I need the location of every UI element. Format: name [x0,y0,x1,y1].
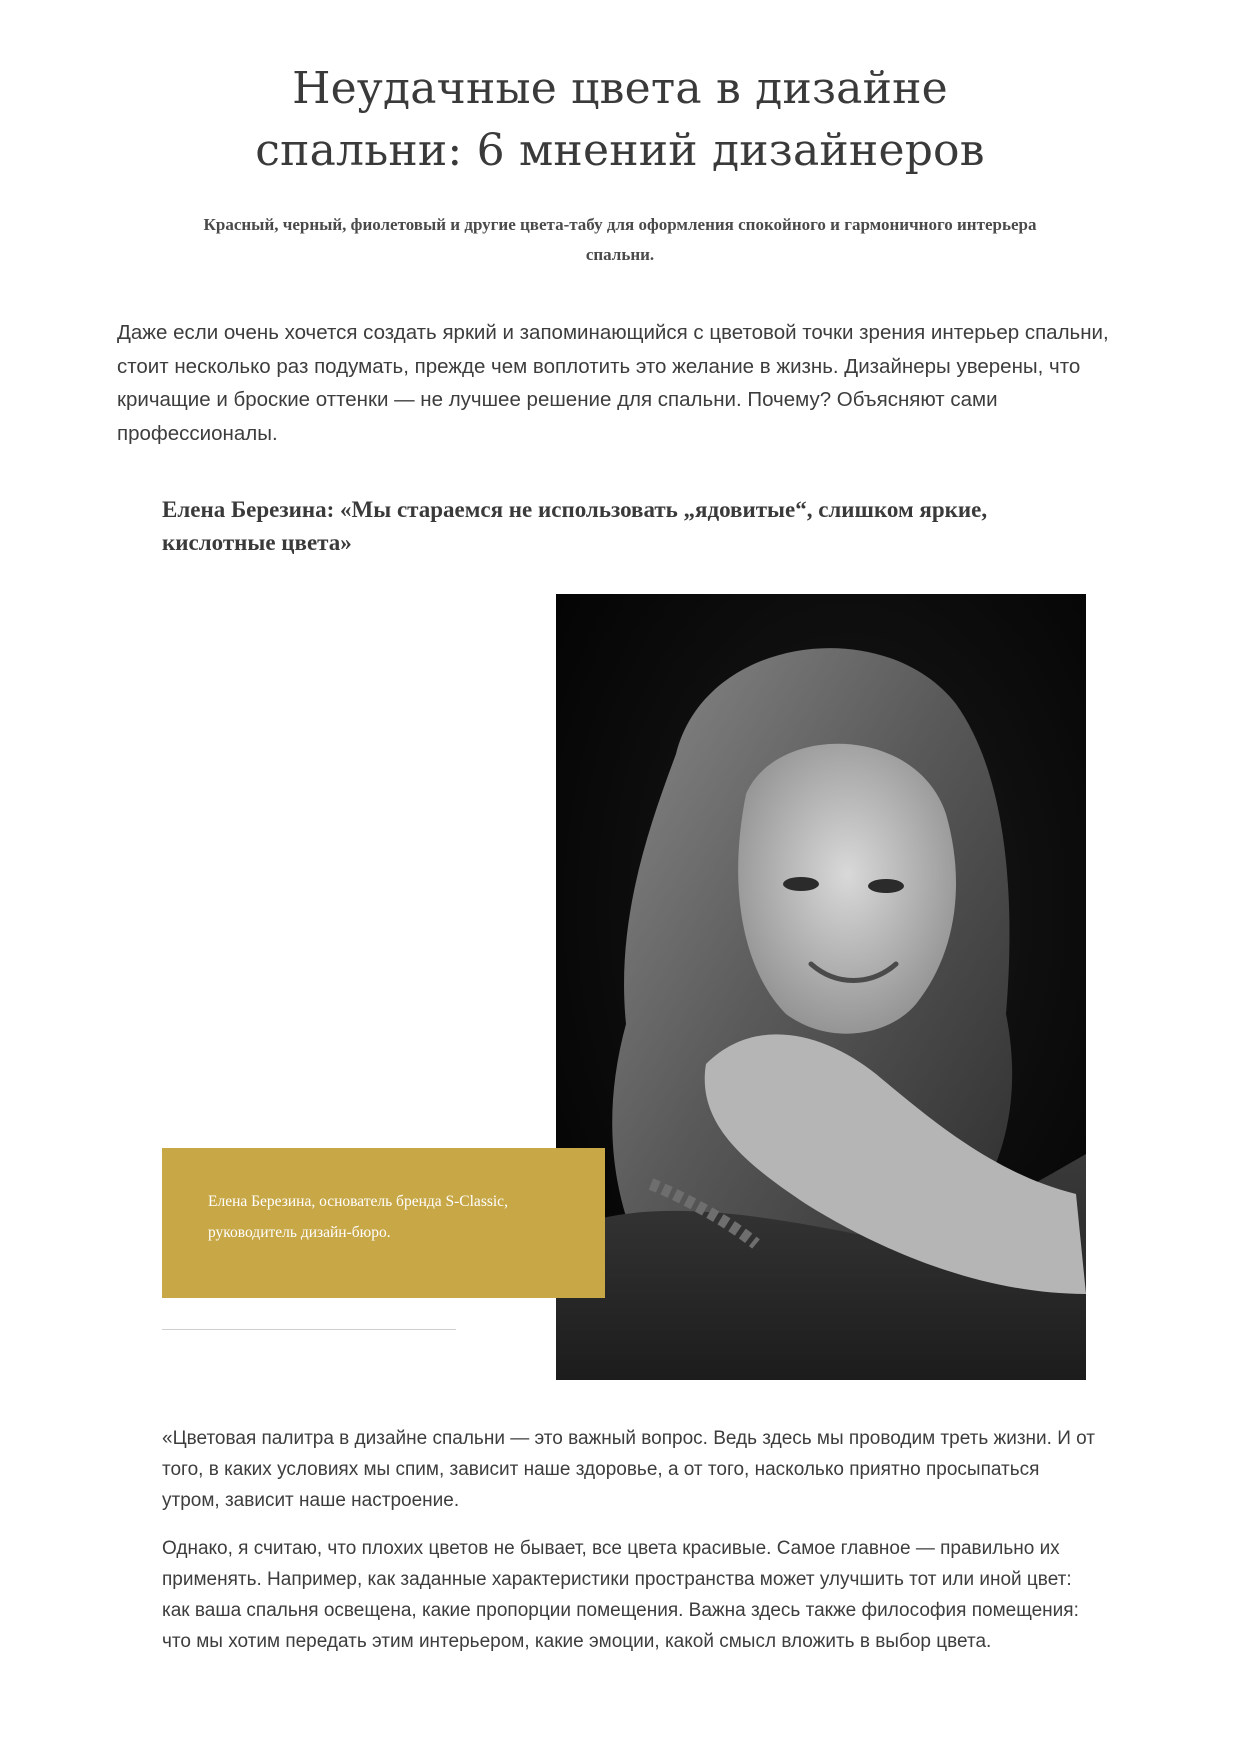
article-subtitle: Красный, черный, фиолетовый и другие цвета-табу для оформления спокойного и гармоничного интерьера спальни. [203,215,1037,264]
face-shape [738,744,956,1034]
article-title-line-1: Неудачные цвета в дизайне [292,63,948,114]
caption-line-1: Елена Березина, основатель бренда S-Classic, [208,1193,508,1210]
photo-caption-box [162,1148,605,1298]
eye-left [783,877,819,891]
designer-portrait-photo [556,594,1086,1380]
article-intro: Даже если очень хочется создать яркий и запоминающийся с цветовой точки зрения интерьер спальни, стоит несколько раз подумать, прежде чем воплотить это желание в жизнь. Дизайнеры уверены, что кричащие и броские оттенки — не лучшее решение для спальни. Почему? Объясняют сами профессионалы. [117,321,1109,445]
caption-divider [162,1329,456,1330]
article-title [160,58,1080,182]
article-title-line-2: спальни: 6 мнений дизайнеров [255,125,985,176]
body-paragraph: «Цветовая палитра в дизайне спальни — это важный вопрос. Ведь здесь мы проводим треть жизни. И от того, в каких условиях мы спим, зависит наше здоровье, а от того, насколько приятно просыпаться утром, зависит наше настроение. [162,1428,1095,1511]
body-paragraph: Однако, я считаю, что плохих цветов не бывает, все цвета красивые. Самое главное — правильно их применять. Например, как заданные характеристики пространства может улучшить тот или иной цвет: как ваша спальня освещена, какие пропорции помещения. Важна здесь также философия помещения: что мы хотим передать этим интерьером, какие эмоции, какой смысл вложить в выбор цвета. [162,1538,1079,1652]
eye-right [868,879,904,893]
caption-line-2: руководитель дизайн-бюро. [208,1224,391,1241]
photo-caption [208,1186,578,1248]
section-heading: Елена Березина: «Мы стараемся не использовать „ядовитые“, слишком яркие, кислотные цвета» [162,497,988,555]
